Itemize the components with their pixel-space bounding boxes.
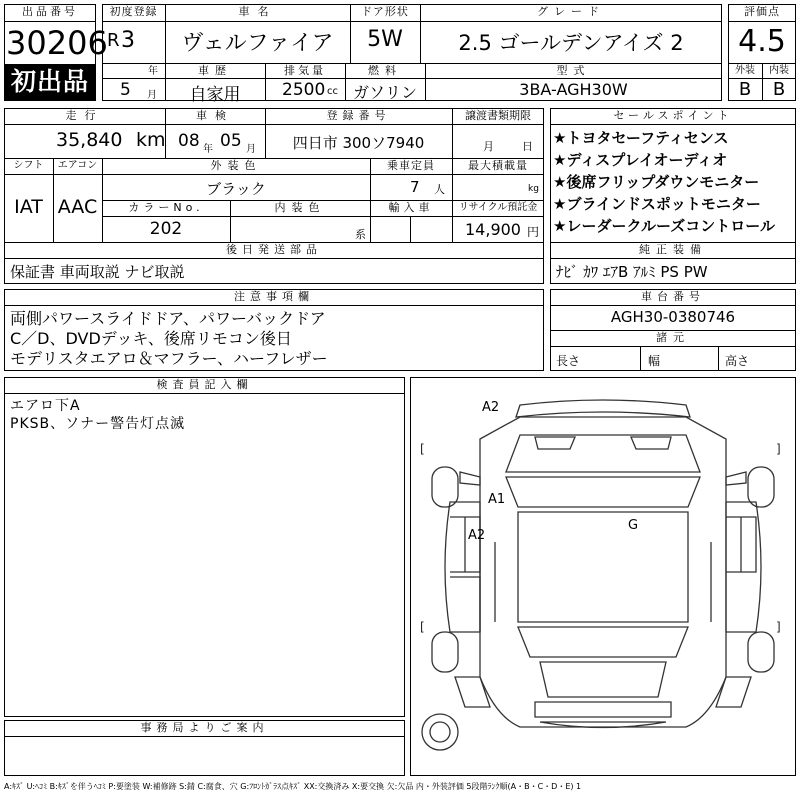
score: 4.5 (738, 24, 786, 59)
capacity-unit: 人 (434, 183, 445, 196)
damage-code-left-front: A1 (488, 492, 506, 507)
sales-point-1: ★トヨタセーフティセンス (553, 129, 729, 147)
bracket-left-2: [ (420, 620, 425, 634)
displacement-label: 排気量 (284, 64, 326, 77)
legend: A:ｷｽﾞ U:ﾍｺﾐ B:ｷｽﾞを伴うﾍｺﾐ P:要塗装 W:補修跡 S:錆 C:腐食、穴 G:ﾌﾛﾝﾄｶﾞﾗｽ点ｷｽﾞ XX:交換済み X:要交換 欠:欠品 内・外装評価 5段階ﾗﾝｸ順(A・B・C・D・E) 1 (4, 782, 582, 791)
fuel-label: 燃料 (368, 64, 402, 77)
fuel: ガソリン (352, 83, 417, 102)
exterior-label: 外装 (735, 65, 755, 76)
shift: IAT (14, 196, 43, 218)
door-label: ドア形状 (361, 5, 409, 18)
door-type: 5W (367, 27, 403, 52)
reg-label: 初度登録 (109, 5, 158, 18)
bracket-left-1: [ (420, 442, 425, 456)
dims-label: 諸元 (656, 331, 690, 344)
model-label: 型式 (556, 64, 591, 77)
car-name: ヴェルファイア (181, 31, 334, 56)
height-label: 高さ (725, 354, 750, 368)
reg-year: 3 (121, 28, 135, 53)
damage-code-hood: A2 (482, 400, 500, 415)
displacement-unit: cc (327, 86, 338, 97)
sales-point-3: ★後席フリップダウンモニター (553, 173, 760, 191)
note-line-2: C／D、DVDデッキ、後席リモコン後日 (10, 329, 292, 348)
interior-color-label: 内装色 (274, 201, 326, 214)
car-diagram (410, 377, 796, 776)
first-listing-badge: 初出品 (5, 64, 95, 100)
equipment-label: 純正装備 (639, 243, 707, 256)
later-label: 後日発送部品 (226, 243, 322, 256)
score-label: 評価点 (744, 5, 780, 18)
insp-month-unit: 月 (246, 144, 256, 155)
interior-grade: B (772, 79, 786, 100)
inspector-line-2: PKSB、ソナー警告灯点滅 (10, 416, 186, 432)
sales-label: セールスポイント (613, 109, 733, 122)
plate-label: 登録番号 (326, 109, 391, 122)
reg-month-unit: 月 (147, 90, 157, 101)
bracket-right-1: ] (776, 442, 781, 456)
mileage: 35,840 (56, 129, 123, 151)
sales-point-4: ★ブラインドスポットモニター (553, 195, 761, 213)
load-label: 最大積載量 (468, 159, 528, 172)
recycle: 14,900 (465, 220, 521, 239)
color-no: 202 (149, 219, 183, 239)
grade: 2.5 ゴールデンアイズ 2 (458, 31, 684, 55)
note-line-1: 両側パワースライドドア、パワーバックドア (10, 309, 326, 328)
later-items: 保証書 車両取説 ナビ取説 (10, 263, 185, 281)
exterior-grade: B (738, 79, 752, 100)
plate: 四日市 300ソ7940 (292, 134, 425, 152)
chassis-number: AGH30-0380746 (610, 308, 736, 326)
insp-year: 08 (178, 131, 200, 151)
transfer-label: 譲渡書類期限 (465, 109, 531, 122)
reg-year-unit: 年 (148, 66, 158, 77)
lot-number: 30206 (6, 24, 108, 62)
equipment: ﾅﾋﾞ ｶﾜ ｴｱB ｱﾙﾐ PS PW (556, 263, 708, 281)
grade-label: グレード (537, 5, 605, 18)
inspection-label: 車検 (196, 109, 234, 122)
office-label: 事務局よりご案内 (140, 721, 269, 734)
chassis-label: 車台番号 (641, 290, 705, 303)
capacity-label: 乗車定員 (387, 159, 435, 172)
notes-label: 注意事項欄 (234, 290, 314, 303)
recycle-label: リサイクル預託金 (458, 202, 538, 213)
color-label: 外装色 (210, 159, 262, 172)
transfer-day-unit: 日 (522, 140, 533, 153)
model: 3BA-AGH30W (519, 80, 628, 99)
width-label: 幅 (648, 354, 661, 368)
import-label: 輸入車 (388, 201, 434, 214)
inspector-line-1: エアロ下A (10, 398, 81, 414)
history-label: 車歴 (198, 64, 232, 77)
lot-label: 出品番号 (22, 5, 78, 18)
mileage-label: 走行 (65, 109, 104, 122)
damage-code-left-side: A2 (468, 528, 486, 543)
name-label: 車名 (238, 5, 277, 18)
ac-label: エアコン (57, 160, 98, 171)
color: ブラック (206, 180, 266, 198)
ac: AAC (57, 196, 98, 218)
shift-label: シフト (13, 160, 44, 171)
recycle-unit: 円 (527, 225, 540, 239)
inspector-label: 検査員記入欄 (156, 378, 253, 391)
length-label: 長さ (556, 354, 581, 368)
damage-code-glass: G (628, 518, 639, 533)
interior-color-unit: 系 (355, 228, 366, 241)
reg-era: R (107, 30, 120, 51)
transfer-month-unit: 月 (483, 140, 494, 153)
mileage-unit: km (136, 129, 166, 151)
color-no-label: カラーNo. (128, 201, 204, 214)
reg-month: 5 (120, 80, 131, 100)
insp-year-unit: 年 (203, 144, 213, 155)
sales-point-5: ★レーダークルーズコントロール (553, 217, 775, 235)
insp-month: 05 (220, 131, 242, 151)
interior-label: 内装 (769, 65, 789, 76)
capacity: 7 (410, 178, 420, 196)
sales-point-2: ★ディスプレイオーディオ (553, 151, 728, 169)
history: 自家用 (189, 85, 241, 105)
bracket-right-2: ] (776, 620, 781, 634)
note-line-3: モデリスタエアロ＆マフラー、ハーフレザー (10, 349, 328, 368)
load-unit: kg (528, 184, 539, 194)
displacement: 2500 (282, 80, 326, 100)
